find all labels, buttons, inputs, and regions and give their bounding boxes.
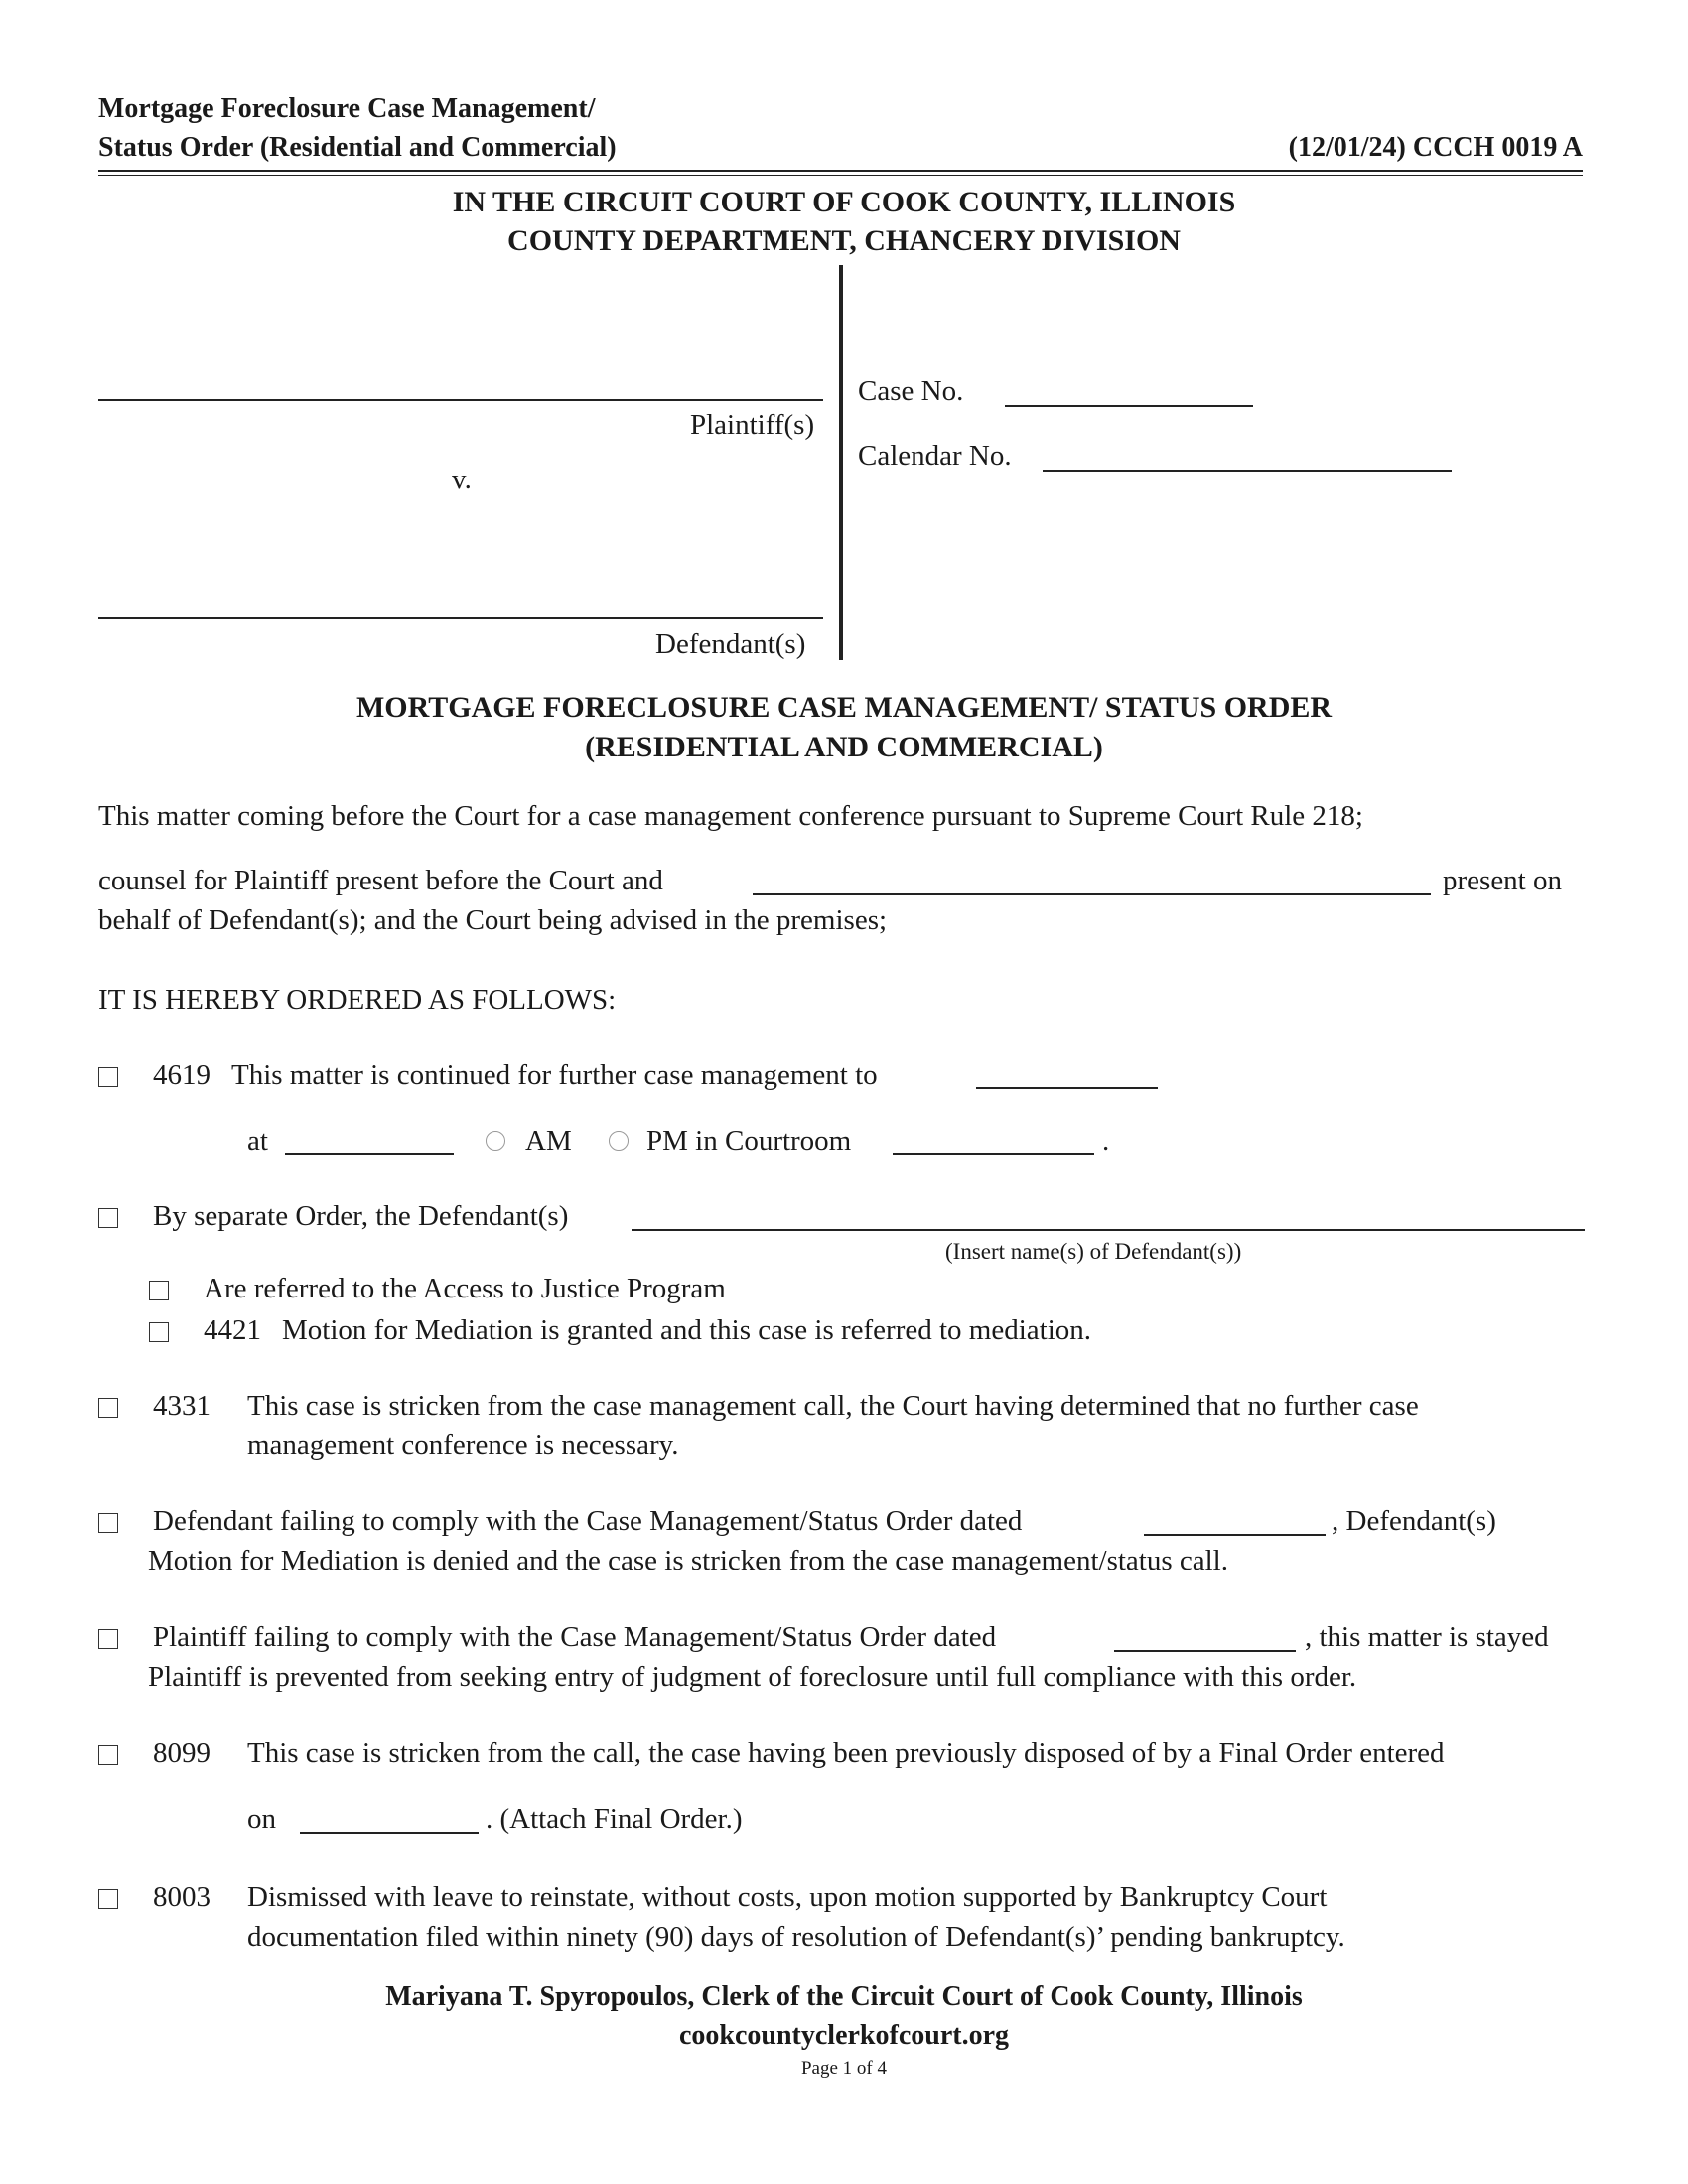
versus-label: v. — [452, 464, 472, 495]
plaintiff-fail-date-field[interactable] — [1114, 1620, 1296, 1652]
defendant-field[interactable] — [98, 588, 823, 619]
ordered-heading: IT IS HEREBY ORDERED AS FOLLOWS: — [98, 984, 617, 1016]
clerk-website[interactable]: cookcountyclerkofcourt.org — [678, 2020, 1010, 2051]
intro-line3: behalf of Defendant(s); and the Court being advised in the premises; — [98, 904, 888, 936]
form-code: (12/01/24) CCCH 0019 A — [1288, 132, 1583, 163]
stricken-line1: This case is stricken from the case management call, the Court having determined that no further case — [247, 1390, 1419, 1422]
intro-line1: This matter coming before the Court for a case management conference pursuant to Supreme Court Rule 218; — [98, 800, 1363, 832]
page-number: Page 1 of 4 — [800, 2058, 887, 2079]
access-justice-checkbox[interactable] — [149, 1281, 169, 1300]
continued-text: This matter is continued for further case management to — [231, 1059, 878, 1091]
dismissed-line1: Dismissed with leave to reinstate, without costs, upon motion supported by Bankruptcy Court — [247, 1881, 1328, 1913]
plaintiff-fail-text: Plaintiff failing to comply with the Case Management/Status Order dated — [153, 1621, 997, 1653]
separate-order-text: By separate Order, the Defendant(s) — [153, 1200, 569, 1232]
pm-radio[interactable] — [609, 1131, 629, 1151]
am-radio[interactable] — [486, 1131, 505, 1151]
form-title-line2: Status Order (Residential and Commercial) — [98, 132, 617, 163]
header-rule-bottom — [98, 175, 1583, 176]
pm-label: PM in Courtroom — [646, 1125, 852, 1157]
form-title-line1: Mortgage Foreclosure Case Management/ — [98, 93, 596, 124]
plaintiff-fail-text-end: , this matter is stayed — [1305, 1621, 1549, 1653]
dismissed-code: 8003 — [153, 1881, 211, 1913]
case-no-field[interactable] — [1005, 375, 1253, 407]
access-justice-text: Are referred to the Access to Justice Program — [204, 1273, 726, 1304]
separate-order-checkbox[interactable] — [98, 1208, 118, 1228]
defendant-names-hint: (Insert name(s) of Defendant(s)) — [945, 1239, 1242, 1264]
defendant-fail-line2: Motion for Mediation is denied and the case is stricken from the case management/status call. — [148, 1545, 1228, 1576]
stricken-line2: management conference is necessary. — [247, 1430, 679, 1461]
plaintiff-fail-checkbox[interactable] — [98, 1629, 118, 1649]
continued-code: 4619 — [153, 1059, 211, 1091]
mediation-granted-code: 4421 — [204, 1314, 261, 1346]
defendant-fail-checkbox[interactable] — [98, 1513, 118, 1533]
clerk-name: Mariyana T. Spyropoulos, Clerk of the Circuit Court of Cook County, Illinois — [385, 1981, 1303, 2012]
defendant-label: Defendant(s) — [655, 628, 806, 660]
dismissed-checkbox[interactable] — [98, 1889, 118, 1909]
order-subtitle: (RESIDENTIAL AND COMMERCIAL) — [585, 731, 1103, 763]
court-name: IN THE CIRCUIT COURT OF COOK COUNTY, ILLINOIS — [452, 186, 1236, 218]
calendar-no-field[interactable] — [1043, 440, 1452, 472]
am-label: AM — [525, 1125, 572, 1157]
courtroom-field[interactable] — [893, 1123, 1094, 1155]
continued-date-field[interactable] — [976, 1057, 1158, 1089]
plaintiff-label: Plaintiff(s) — [690, 409, 815, 441]
final-order-line1: This case is stricken from the call, the case having been previously disposed of by a Final Order entered — [247, 1737, 1445, 1769]
dismissed-line2: documentation filed within ninety (90) days of resolution of Defendant(s)’ pending bankruptcy. — [247, 1921, 1345, 1953]
order-title: MORTGAGE FORECLOSURE CASE MANAGEMENT/ STATUS ORDER — [355, 691, 1333, 724]
final-order-checkbox[interactable] — [98, 1745, 118, 1765]
plaintiff-field[interactable] — [98, 369, 823, 401]
final-order-code: 8099 — [153, 1737, 211, 1769]
intro-line2-start: counsel for Plaintiff present before the Court and — [98, 865, 663, 896]
mediation-granted-text: Motion for Mediation is granted and this case is referred to mediation. — [282, 1314, 1092, 1346]
calendar-no-label: Calendar No. — [858, 440, 1012, 472]
intro-line2-end: present on — [1443, 865, 1562, 896]
caption-divider — [839, 265, 843, 660]
defendant-fail-date-field[interactable] — [1144, 1504, 1326, 1536]
mediation-granted-checkbox[interactable] — [149, 1322, 169, 1342]
final-order-attach: . (Attach Final Order.) — [486, 1803, 743, 1835]
case-no-label: Case No. — [858, 375, 964, 407]
defendant-fail-text: Defendant failing to comply with the Case Management/Status Order dated — [153, 1505, 1023, 1537]
court-division: COUNTY DEPARTMENT, CHANCERY DIVISION — [507, 224, 1181, 257]
continued-checkbox[interactable] — [98, 1067, 118, 1087]
header-rule-top — [98, 170, 1583, 172]
defendant-fail-text-end: , Defendant(s) — [1332, 1505, 1496, 1537]
stricken-checkbox[interactable] — [98, 1398, 118, 1418]
defense-counsel-field[interactable] — [753, 864, 1431, 895]
plaintiff-fail-line2: Plaintiff is prevented from seeking entry of judgment of foreclosure until full compliance with this order. — [148, 1661, 1357, 1693]
time-field[interactable] — [285, 1123, 454, 1155]
defendant-names-field[interactable] — [632, 1199, 1585, 1231]
stricken-code: 4331 — [153, 1390, 211, 1422]
final-order-date-field[interactable] — [300, 1802, 479, 1834]
final-order-on-label: on — [247, 1803, 276, 1835]
at-label: at — [247, 1125, 268, 1157]
courtroom-period: . — [1102, 1125, 1110, 1157]
